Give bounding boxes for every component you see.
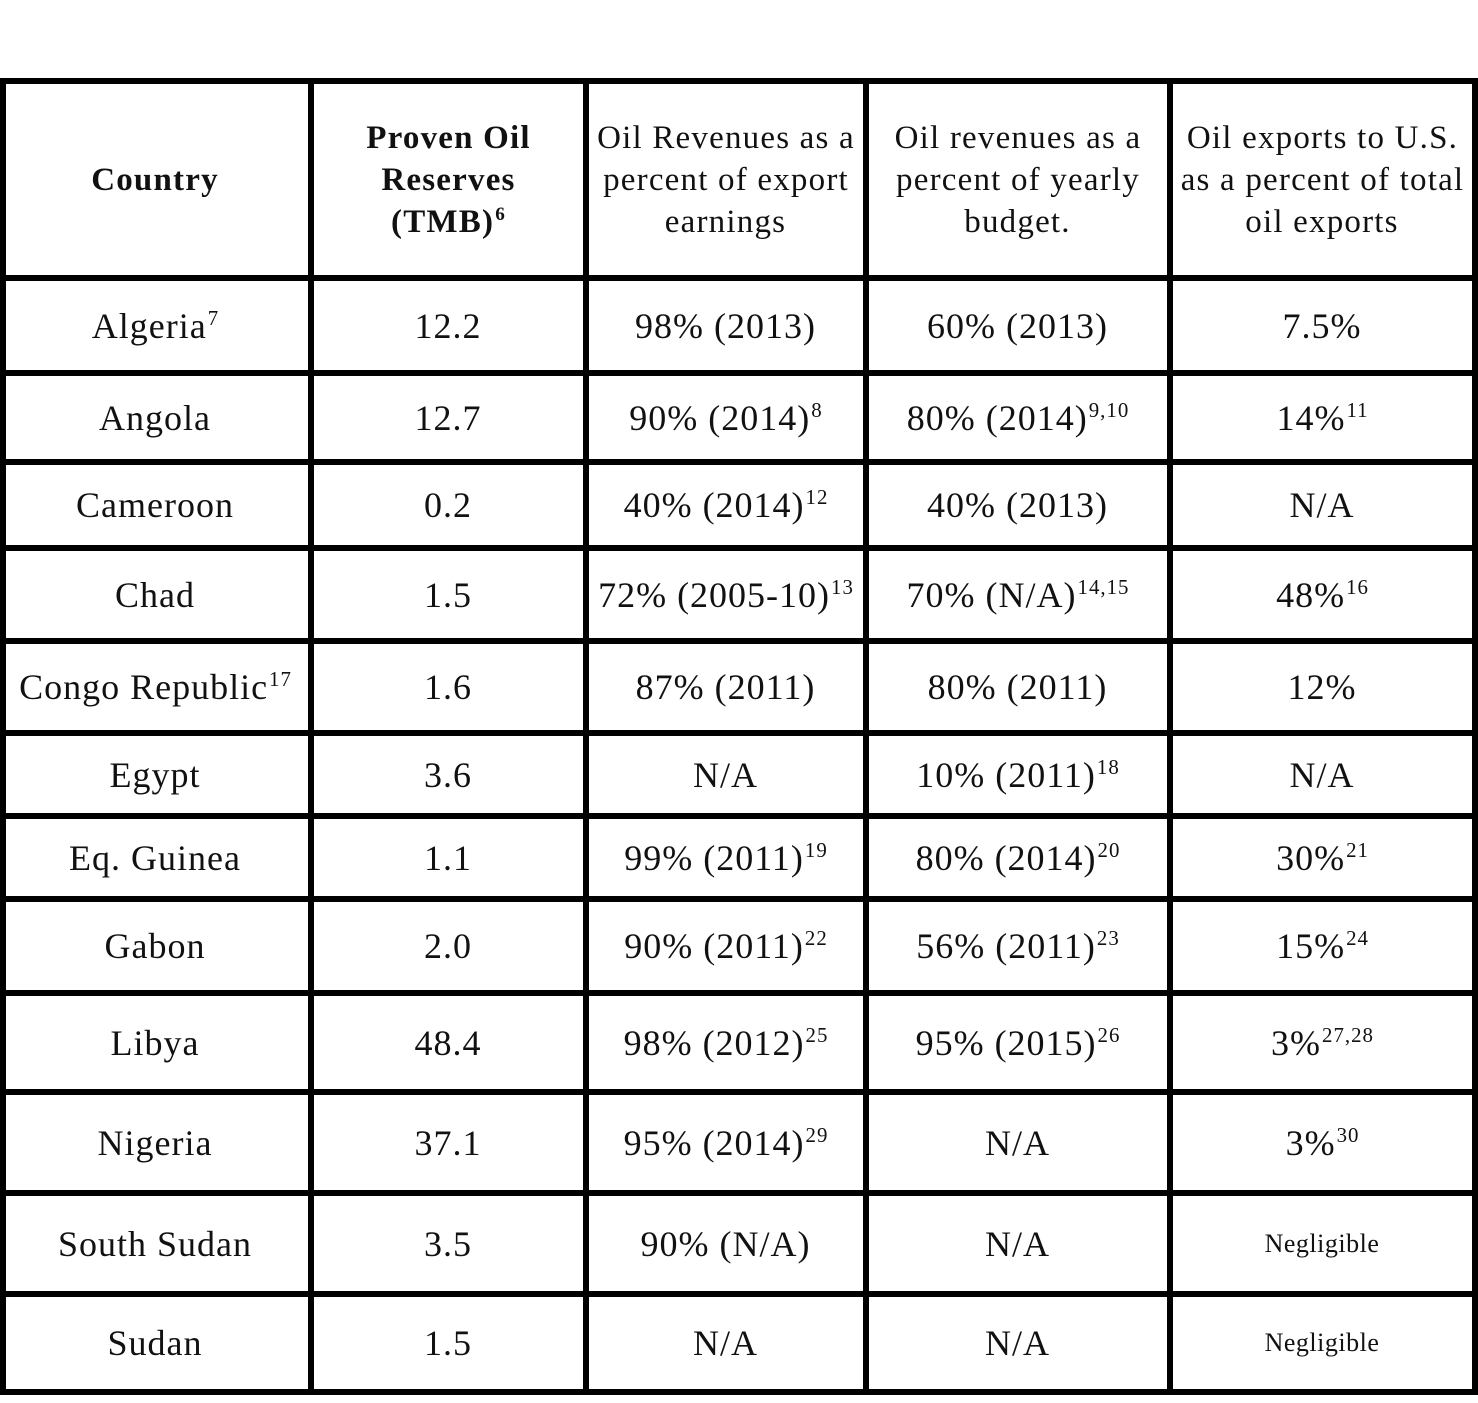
footnote-ref: 18 xyxy=(1096,754,1120,779)
cell-content xyxy=(916,837,1121,879)
cell-country xyxy=(3,551,308,638)
cell-content xyxy=(624,484,829,526)
cell-reserves xyxy=(314,1297,583,1389)
cell-text: Negligible xyxy=(1264,1328,1380,1357)
cell-content xyxy=(19,666,292,708)
footnote-ref: 24 xyxy=(1346,926,1369,950)
footnote-ref: 22 xyxy=(804,926,828,950)
cell-text: N/A xyxy=(985,1223,1050,1264)
cell-text: N/A xyxy=(693,1323,758,1363)
cell-text: Angola xyxy=(99,397,211,438)
cell-reserves xyxy=(314,465,583,545)
cell-yearly-budget xyxy=(869,465,1167,545)
cell-content xyxy=(92,305,219,347)
cell-content xyxy=(916,925,1120,967)
cell-reserves xyxy=(314,1196,583,1291)
cell-us-exports xyxy=(1173,819,1472,896)
cell-content xyxy=(1288,666,1358,708)
cell-content xyxy=(985,1223,1051,1265)
cell-text: South Sudan xyxy=(57,1223,253,1264)
footnote-ref: 13 xyxy=(831,574,854,599)
cell-text: 12.2 xyxy=(414,305,482,346)
cell-text: 48.4 xyxy=(414,1022,482,1063)
cell-yearly-budget xyxy=(869,644,1167,730)
cell-content xyxy=(108,1322,204,1364)
cell-content xyxy=(424,574,473,616)
footnote-ref: 9,10 xyxy=(1088,397,1130,422)
cell-country xyxy=(3,376,308,459)
cell-text: 99% (2011) xyxy=(624,837,804,878)
cell-content xyxy=(415,397,483,439)
header-country xyxy=(3,84,308,275)
footnote-ref: 21 xyxy=(1346,837,1369,862)
cell-us-exports xyxy=(1173,281,1472,370)
footnote-ref: 29 xyxy=(805,1122,829,1147)
cell-export-earnings xyxy=(589,1095,863,1190)
cell-reserves xyxy=(314,902,583,990)
cell-reserves xyxy=(314,819,583,896)
cell-content xyxy=(916,754,1120,796)
footnote-ref: 27,28 xyxy=(1322,1022,1374,1047)
cell-us-exports xyxy=(1173,1196,1472,1291)
cell-content xyxy=(424,1322,473,1364)
footnote-ref: 26 xyxy=(1097,1022,1121,1047)
cell-content xyxy=(624,1122,829,1164)
cell-content xyxy=(985,1122,1051,1164)
cell-yearly-budget xyxy=(869,281,1167,370)
footnote-ref: 14,15 xyxy=(1077,574,1130,599)
cell-text: 15% xyxy=(1276,926,1346,966)
cell-text: 12% xyxy=(1287,667,1357,707)
cell-text: N/A xyxy=(985,1323,1050,1363)
cell-text: 95% (2015) xyxy=(915,1022,1097,1063)
cell-text: 90% (2014) xyxy=(629,397,811,438)
cell-country xyxy=(3,1095,308,1190)
cell-content xyxy=(1286,1122,1360,1164)
cell-reserves xyxy=(314,1095,583,1190)
cell-text: 80% (2014) xyxy=(906,397,1088,438)
cell-text: Chad xyxy=(115,574,195,615)
cell-text: 95% (2014) xyxy=(623,1122,805,1163)
header-export-earnings xyxy=(589,84,863,275)
cell-text: 98% (2013) xyxy=(635,305,816,346)
cell-content xyxy=(1283,305,1363,347)
header-reserves xyxy=(314,84,583,275)
cell-content xyxy=(916,1022,1121,1064)
cell-country xyxy=(3,996,308,1089)
cell-content xyxy=(636,666,817,708)
cell-content xyxy=(907,397,1130,439)
cell-export-earnings xyxy=(589,1196,863,1291)
cell-content xyxy=(1276,397,1368,439)
cell-yearly-budget xyxy=(869,902,1167,990)
cell-text: Libya xyxy=(110,1022,200,1063)
cell-content xyxy=(110,754,202,796)
footnote-ref: 11 xyxy=(1346,397,1369,422)
cell-text: Sudan xyxy=(107,1323,203,1363)
cell-content xyxy=(76,484,235,526)
cell-content xyxy=(91,159,220,201)
cell-export-earnings xyxy=(589,281,863,370)
cell-us-exports xyxy=(1173,551,1472,638)
cell-yearly-budget xyxy=(869,996,1167,1089)
cell-content xyxy=(598,574,854,616)
cell-text: Proven Oil Reserves (TMB) xyxy=(366,119,531,240)
cell-text: N/A xyxy=(1289,754,1355,795)
cell-text: Algeria xyxy=(91,305,207,346)
footnote-ref: 16 xyxy=(1346,574,1369,599)
cell-yearly-budget xyxy=(869,736,1167,813)
cell-content xyxy=(927,305,1109,347)
cell-text: Oil Revenues as a percent of export earnings xyxy=(597,119,855,240)
cell-content xyxy=(928,666,1109,708)
cell-text: 3% xyxy=(1285,1122,1336,1163)
cell-text: 90% (2011) xyxy=(624,926,804,966)
cell-text: 1.5 xyxy=(424,574,472,615)
cell-text: Oil revenues as a percent of yearly budget. xyxy=(894,119,1142,240)
footnote-ref: 8 xyxy=(811,397,823,422)
cell-country xyxy=(3,644,308,730)
cell-text: Cameroon xyxy=(76,485,234,525)
cell-text: Congo Republic xyxy=(19,667,269,707)
cell-reserves xyxy=(314,644,583,730)
cell-content xyxy=(424,754,473,796)
cell-country xyxy=(3,1297,308,1389)
cell-content xyxy=(624,925,828,967)
cell-text: 3% xyxy=(1271,1022,1322,1063)
cell-content xyxy=(424,1223,473,1265)
cell-text: 14% xyxy=(1276,397,1346,438)
cell-country xyxy=(3,281,308,370)
cell-content xyxy=(595,117,857,243)
cell-content xyxy=(320,117,577,243)
cell-text: N/A xyxy=(693,754,758,795)
cell-text: 2.0 xyxy=(424,926,472,966)
cell-content xyxy=(415,1022,483,1064)
cell-text: 1.1 xyxy=(424,837,472,878)
cell-yearly-budget xyxy=(869,551,1167,638)
footnote-ref: 6 xyxy=(495,203,506,225)
cell-content xyxy=(907,574,1130,616)
cell-text: 37.1 xyxy=(414,1122,482,1163)
cell-us-exports xyxy=(1173,902,1472,990)
footnote-ref: 12 xyxy=(805,485,829,509)
cell-text: 87% (2011) xyxy=(635,667,816,707)
cell-content xyxy=(58,1223,253,1265)
cell-content xyxy=(1276,837,1369,879)
cell-text: 48% xyxy=(1276,574,1346,615)
cell-content xyxy=(1179,117,1466,243)
header-us-exports xyxy=(1173,84,1472,275)
footnote-ref: 7 xyxy=(207,305,220,330)
cell-text: N/A xyxy=(1289,485,1355,525)
cell-export-earnings xyxy=(589,819,863,896)
cell-content xyxy=(424,484,473,526)
cell-us-exports xyxy=(1173,376,1472,459)
cell-us-exports xyxy=(1173,465,1472,545)
cell-content xyxy=(105,925,207,967)
footnote-ref: 23 xyxy=(1096,926,1120,950)
cell-text: Eq. Guinea xyxy=(69,837,241,878)
cell-country xyxy=(3,736,308,813)
cell-country xyxy=(3,1196,308,1291)
cell-content xyxy=(1276,925,1369,967)
footnote-ref: 19 xyxy=(804,837,828,862)
header-yearly-budget xyxy=(869,84,1167,275)
cell-content xyxy=(424,925,473,967)
cell-content xyxy=(624,837,828,879)
footnote-ref: 30 xyxy=(1336,1122,1360,1147)
cell-text: 80% (2011) xyxy=(927,667,1108,707)
cell-export-earnings xyxy=(589,376,863,459)
cell-reserves xyxy=(314,996,583,1089)
cell-export-earnings xyxy=(589,465,863,545)
cell-reserves xyxy=(314,376,583,459)
cell-text: 30% xyxy=(1276,837,1346,878)
cell-text: 72% (2005-10) xyxy=(598,574,831,615)
cell-content xyxy=(424,837,473,879)
cell-text: 80% (2014) xyxy=(915,837,1097,878)
footnote-ref: 20 xyxy=(1097,837,1121,862)
cell-yearly-budget xyxy=(869,819,1167,896)
cell-text: 40% (2013) xyxy=(927,485,1108,525)
cell-text: 10% (2011) xyxy=(916,754,1096,795)
cell-text: 70% (N/A) xyxy=(906,574,1077,615)
cell-us-exports xyxy=(1173,644,1472,730)
cell-content xyxy=(111,1022,201,1064)
cell-content xyxy=(693,754,759,796)
cell-content xyxy=(927,484,1109,526)
cell-text: 3.5 xyxy=(424,1223,472,1264)
cell-text: Negligible xyxy=(1264,1228,1380,1258)
cell-content xyxy=(98,1122,214,1164)
cell-us-exports xyxy=(1173,1095,1472,1190)
cell-content xyxy=(415,305,483,347)
cell-text: 7.5% xyxy=(1282,305,1362,346)
vertical-rule xyxy=(1472,78,1478,1395)
cell-content xyxy=(635,305,817,347)
cell-content xyxy=(985,1322,1051,1364)
footnote-ref: 25 xyxy=(805,1022,829,1047)
cell-reserves xyxy=(314,551,583,638)
cell-content xyxy=(1276,574,1369,616)
cell-content xyxy=(415,1122,483,1164)
cell-content xyxy=(693,1322,759,1364)
cell-content xyxy=(1265,1328,1381,1358)
cell-reserves xyxy=(314,736,583,813)
cell-content xyxy=(1265,1229,1381,1259)
cell-text: 56% (2011) xyxy=(916,926,1096,966)
cell-text: Gabon xyxy=(104,926,206,966)
cell-us-exports xyxy=(1173,1297,1472,1389)
cell-content xyxy=(1290,754,1356,796)
cell-content xyxy=(115,574,196,616)
cell-country xyxy=(3,465,308,545)
cell-text: Oil exports to U.S. as a percent of total oil exports xyxy=(1180,119,1465,240)
cell-text: 12.7 xyxy=(414,397,482,438)
cell-content xyxy=(99,397,212,439)
cell-content xyxy=(875,117,1161,243)
cell-reserves xyxy=(314,281,583,370)
cell-export-earnings xyxy=(589,644,863,730)
cell-export-earnings xyxy=(589,736,863,813)
cell-yearly-budget xyxy=(869,1196,1167,1291)
cell-content xyxy=(1290,484,1356,526)
cell-yearly-budget xyxy=(869,376,1167,459)
cell-text: 40% (2014) xyxy=(623,485,805,525)
cell-country xyxy=(3,902,308,990)
cell-export-earnings xyxy=(589,902,863,990)
cell-text: 60% (2013) xyxy=(927,305,1108,346)
cell-us-exports xyxy=(1173,736,1472,813)
cell-content xyxy=(641,1223,812,1265)
cell-content xyxy=(424,666,473,708)
cell-yearly-budget xyxy=(869,1297,1167,1389)
cell-text: Nigeria xyxy=(97,1122,213,1163)
cell-content xyxy=(629,397,822,439)
cell-text: Country xyxy=(91,161,219,198)
cell-export-earnings xyxy=(589,551,863,638)
cell-text: Egypt xyxy=(109,754,201,795)
cell-text: 1.6 xyxy=(424,667,472,707)
footnote-ref: 17 xyxy=(269,667,292,691)
cell-text: 90% (N/A) xyxy=(640,1223,811,1264)
cell-text: 98% (2012) xyxy=(623,1022,805,1063)
cell-yearly-budget xyxy=(869,1095,1167,1190)
cell-country xyxy=(3,819,308,896)
cell-export-earnings xyxy=(589,1297,863,1389)
cell-text: 0.2 xyxy=(424,485,472,525)
cell-content xyxy=(69,837,242,879)
cell-text: 1.5 xyxy=(424,1323,472,1363)
cell-text: 3.6 xyxy=(424,754,472,795)
cell-content xyxy=(624,1022,829,1064)
cell-text: N/A xyxy=(985,1122,1050,1163)
horizontal-rule xyxy=(0,1389,1478,1395)
cell-content xyxy=(1271,1022,1374,1064)
cell-us-exports xyxy=(1173,996,1472,1089)
cell-export-earnings xyxy=(589,996,863,1089)
